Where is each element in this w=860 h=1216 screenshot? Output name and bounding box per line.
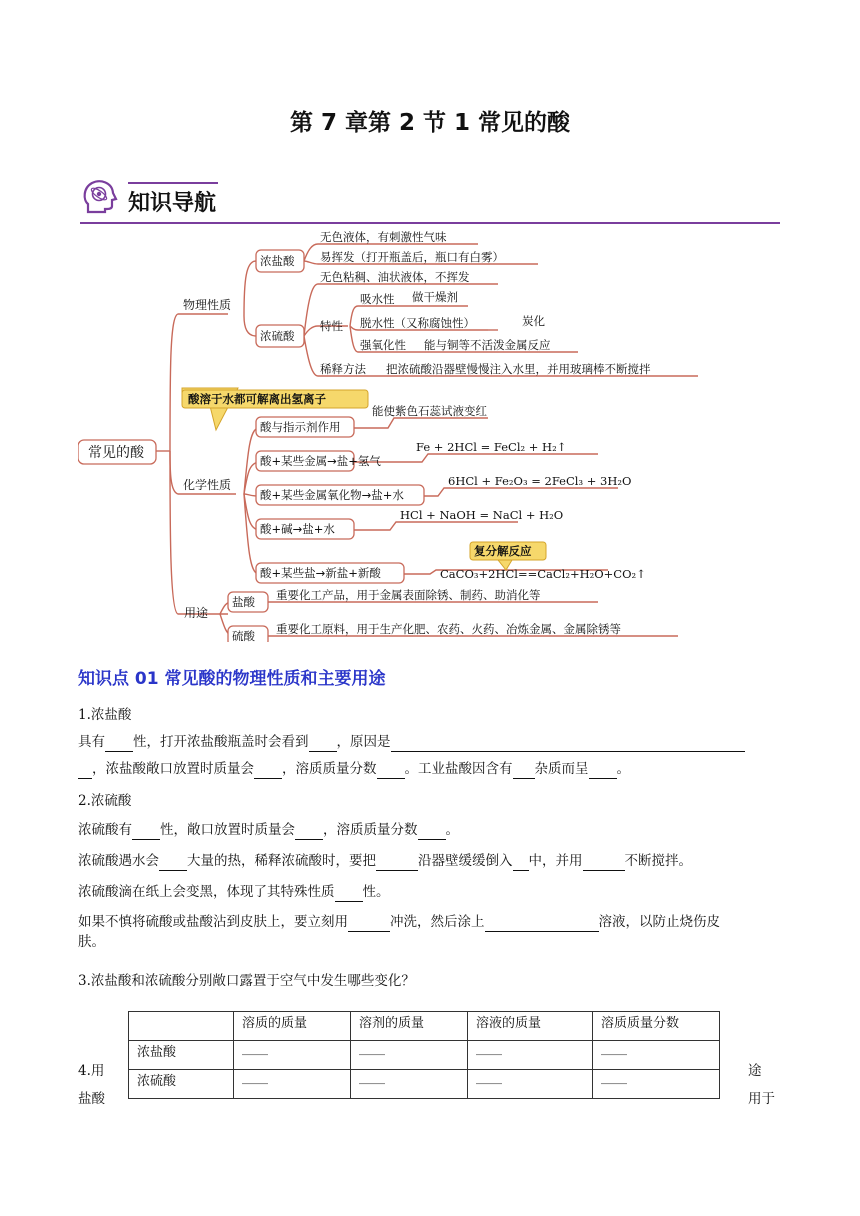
brain-head-icon bbox=[80, 178, 118, 216]
chem-2: 酸+某些金属→盐+氢气 bbox=[260, 454, 381, 468]
side-right-2: 用于 bbox=[748, 1091, 775, 1107]
change-table bbox=[128, 1011, 720, 1099]
h2so4-prop-1: 无色粘稠、油状液体，不挥发 bbox=[320, 270, 470, 284]
table-cell[interactable]: ____ bbox=[593, 1041, 720, 1070]
blank[interactable] bbox=[309, 736, 337, 752]
section-heading: 知识点 01 常见酸的物理性质和主要用途 bbox=[78, 669, 386, 689]
table-row bbox=[129, 1070, 720, 1099]
table-cell[interactable]: ____ bbox=[234, 1070, 351, 1099]
blank[interactable] bbox=[377, 763, 405, 779]
nav-header-label: 知识导航 bbox=[128, 191, 217, 216]
h2so4-label: 浓硫酸 bbox=[260, 329, 295, 343]
blank[interactable] bbox=[159, 855, 187, 871]
chem-5-eq: CaCO₃+2HCl==CaCl₂+H₂O+CO₂↑ bbox=[440, 567, 646, 581]
dehydrate-label: 脱水性（又称腐蚀性） bbox=[360, 316, 475, 330]
blank[interactable] bbox=[583, 855, 625, 871]
mind-map bbox=[78, 230, 718, 642]
para-hcl-line2: ，浓盐酸敞口放置时质量会 ，溶质质量分数 。工业盐酸因含有 杂质而呈 。 bbox=[78, 759, 782, 779]
use-h2so4-desc: 重要化工原料，用于生产化肥、农药、火药、冶炼金属、金属除锈等 bbox=[276, 622, 621, 636]
use-hcl-desc: 重要化工产品，用于金属表面除锈、制药、助消化等 bbox=[276, 588, 541, 602]
table-header-cell: 溶液的质量 bbox=[468, 1012, 593, 1041]
para-question: 3.浓盐酸和浓硫酸分别敞口露置于空气中发生哪些变化？ bbox=[78, 973, 415, 989]
chem-4-eq: HCl + NaOH = NaCl + H₂O bbox=[400, 508, 564, 522]
callout-double-decomposition: 复分解反应 bbox=[474, 544, 532, 558]
chem-3: 酸+某些金属氧化物→盐+水 bbox=[260, 488, 404, 502]
root-label: 常见的酸 bbox=[88, 445, 144, 461]
side-left-2: 盐酸 bbox=[78, 1091, 105, 1107]
absorb-use: 做干燥剂 bbox=[412, 290, 458, 304]
table-header-cell bbox=[129, 1012, 234, 1041]
table-cell: 浓硫酸 bbox=[129, 1070, 234, 1099]
blank[interactable] bbox=[485, 916, 599, 932]
use-hcl-label: 盐酸 bbox=[232, 595, 255, 609]
blank[interactable] bbox=[78, 763, 92, 779]
dilute-desc: 把浓硫酸沿器壁慢慢注入水里，并用玻璃棒不断搅拌 bbox=[386, 362, 651, 376]
table-cell: 浓盐酸 bbox=[129, 1041, 234, 1070]
header-rule bbox=[80, 222, 780, 224]
para-h2so4-line1: 浓硫酸有 性，敞口放置时质量会 ，溶质质量分数 。 bbox=[78, 822, 459, 838]
para-safety: 如果不慎将硫酸或盐酸沾到皮肤上，要立刻用 冲洗，然后涂上 溶液，以防止烧伤皮 肤。 bbox=[78, 914, 720, 950]
table-cell[interactable]: ____ bbox=[351, 1070, 468, 1099]
use-h2so4-label: 硫酸 bbox=[232, 629, 255, 642]
chem-1: 酸与指示剂作用 bbox=[260, 420, 341, 434]
chem-2-eq: Fe + 2HCl = FeCl₂ + H₂↑ bbox=[416, 440, 567, 454]
chem-3-eq: 6HCl + Fe₂O₃ = 2FeCl₃ + 3H₂O bbox=[448, 474, 632, 488]
hcl-prop-1: 无色液体，有刺激性气味 bbox=[320, 230, 447, 244]
para-hcl-head: 1.浓盐酸 bbox=[78, 707, 132, 723]
table-header-row bbox=[129, 1012, 720, 1041]
table-cell[interactable]: ____ bbox=[234, 1041, 351, 1070]
side-left-1: 4.用 bbox=[78, 1063, 105, 1079]
oxidize-label: 强氧化性 bbox=[360, 338, 406, 352]
blank[interactable] bbox=[513, 855, 529, 871]
table-header-cell: 溶剂的质量 bbox=[351, 1012, 468, 1041]
table-cell[interactable]: ____ bbox=[468, 1041, 593, 1070]
nav-header bbox=[80, 178, 780, 224]
table-header-cell: 溶质的质量 bbox=[234, 1012, 351, 1041]
blank[interactable] bbox=[254, 763, 282, 779]
blank[interactable] bbox=[132, 824, 160, 840]
blank[interactable] bbox=[513, 763, 535, 779]
para-hcl-line1: 具有 性，打开浓盐酸瓶盖时会看到 ，原因是 bbox=[78, 732, 782, 752]
blank[interactable] bbox=[589, 763, 617, 779]
table-cell[interactable]: ____ bbox=[351, 1041, 468, 1070]
traits-label: 特性 bbox=[320, 319, 343, 333]
para-h2so4-head: 2.浓硫酸 bbox=[78, 793, 132, 809]
para-h2so4-line2: 浓硫酸遇水会 大量的热，稀释浓硫酸时，要把 沿器壁缓缓倒入 中，并用 不断搅拌。 bbox=[78, 853, 692, 869]
absorb-label: 吸水性 bbox=[360, 292, 395, 306]
chem-4: 酸+碱→盐+水 bbox=[260, 522, 335, 536]
blank[interactable] bbox=[376, 855, 418, 871]
hcl-prop-2: 易挥发（打开瓶盖后，瓶口有白雾） bbox=[320, 250, 504, 264]
blank[interactable] bbox=[418, 824, 446, 840]
chem-5: 酸+某些盐→新盐+新酸 bbox=[260, 566, 381, 580]
callout-hydrogen-ion: 酸溶于水都可解离出氢离子 bbox=[188, 392, 326, 406]
table-cell[interactable]: ____ bbox=[468, 1070, 593, 1099]
table-header-cell: 溶质质量分数 bbox=[593, 1012, 720, 1041]
table-row bbox=[129, 1041, 720, 1070]
para-h2so4-line3: 浓硫酸滴在纸上会变黑，体现了其特殊性质 性。 bbox=[78, 884, 390, 900]
oxidize-use: 能与铜等不活泼金属反应 bbox=[424, 338, 551, 352]
uses-label: 用途 bbox=[184, 606, 209, 620]
blank[interactable] bbox=[348, 916, 390, 932]
blank[interactable] bbox=[295, 824, 323, 840]
chem-1-desc: 能使紫色石蕊试液变红 bbox=[372, 404, 487, 418]
blank[interactable] bbox=[391, 736, 745, 752]
side-right-1: 途 bbox=[748, 1063, 762, 1079]
table-cell[interactable]: ____ bbox=[593, 1070, 720, 1099]
hcl-label: 浓盐酸 bbox=[260, 254, 295, 268]
dehydrate-use: 炭化 bbox=[522, 314, 545, 328]
header-accent-bar bbox=[128, 182, 218, 184]
blank[interactable] bbox=[335, 886, 363, 902]
physical-label: 物理性质 bbox=[183, 298, 232, 312]
chemical-label: 化学性质 bbox=[183, 478, 232, 492]
blank[interactable] bbox=[105, 736, 133, 752]
dilute-label: 稀释方法 bbox=[320, 362, 366, 376]
page-title: 第 7 章第 2 节 1 常见的酸 bbox=[289, 110, 571, 136]
